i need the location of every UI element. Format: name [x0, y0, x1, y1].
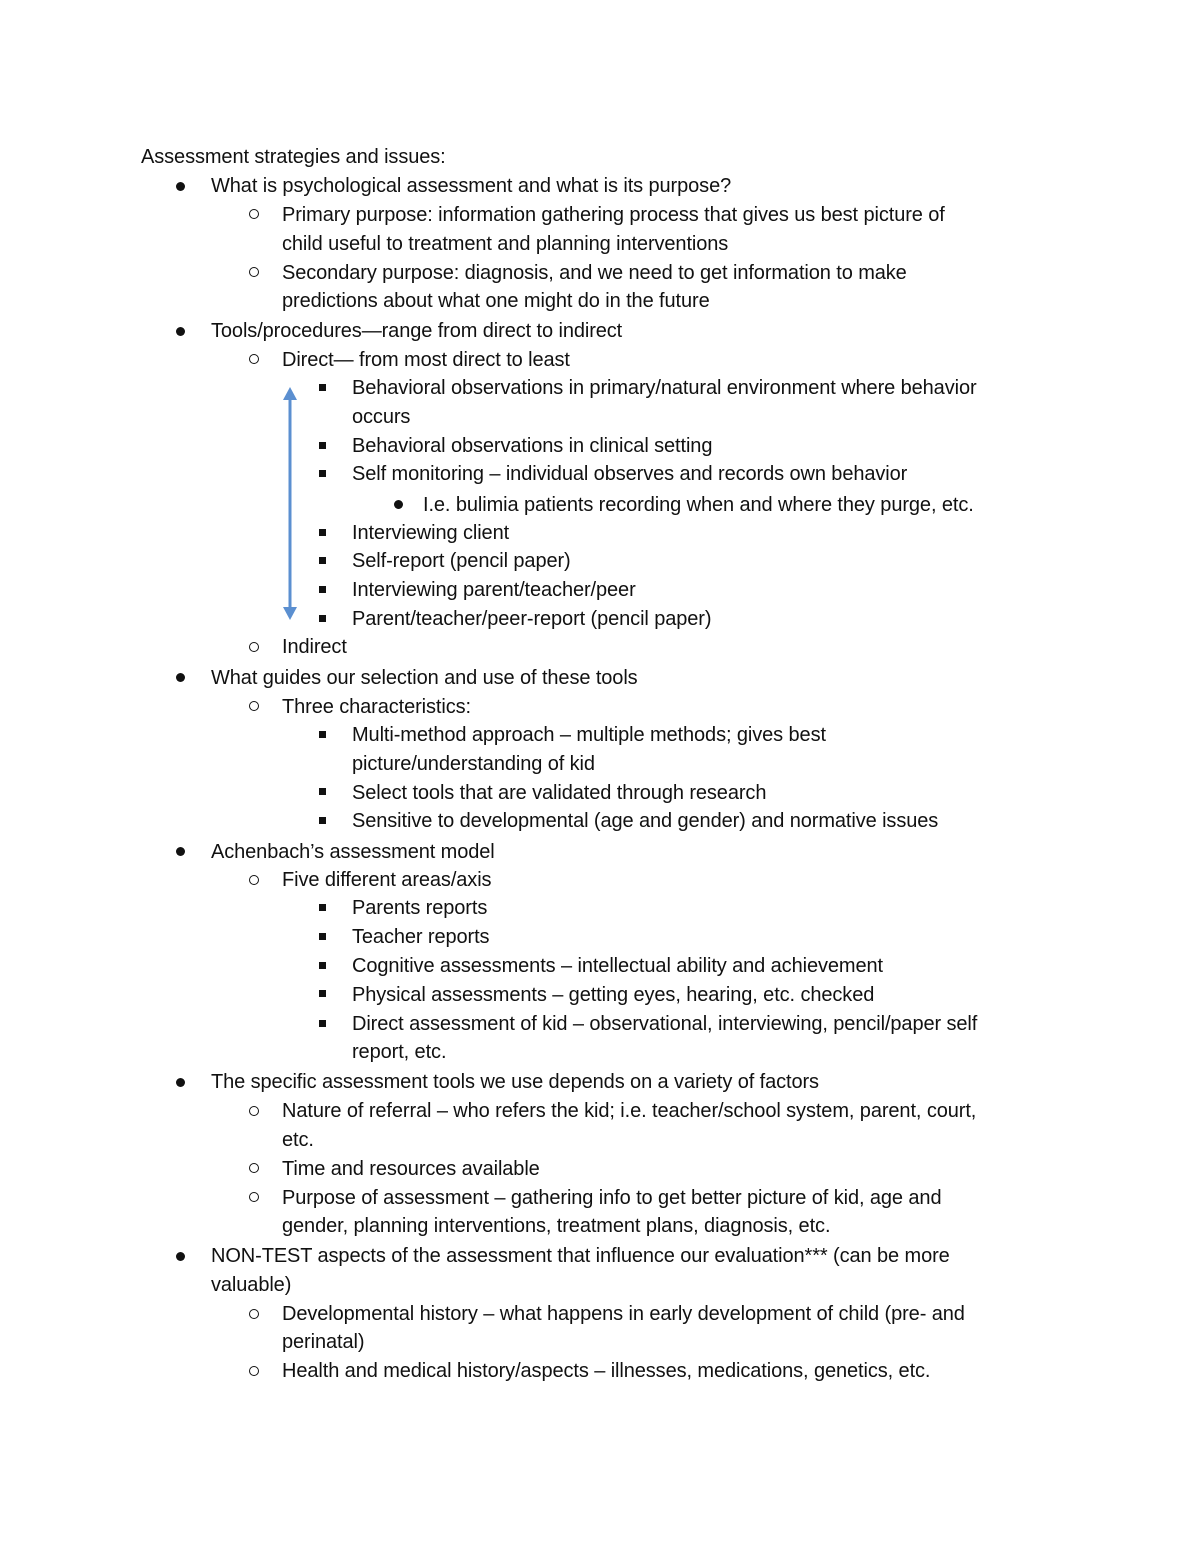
bullet-circle-icon: [249, 1309, 259, 1319]
characteristic-2: Select tools that are validated through research: [352, 782, 767, 804]
bullet-square-icon: [319, 470, 326, 477]
bullet-circle-icon: [249, 1192, 259, 1202]
bullet-square-icon: [319, 933, 326, 940]
bullet-circle-icon: [249, 875, 259, 885]
bullet-non-test-line1: NON-TEST aspects of the assessment that influence our evaluation*** (can be more: [211, 1245, 950, 1267]
primary-purpose-line2: child useful to treatment and planning interventions: [282, 233, 729, 255]
non-test-1-line2: perinatal): [282, 1331, 365, 1353]
non-test-2: Health and medical history/aspects – illnesses, medications, genetics, etc.: [282, 1360, 931, 1382]
factor-3-line1: Purpose of assessment – gathering info to get better picture of kid, age and: [282, 1187, 942, 1209]
secondary-purpose-line1: Secondary purpose: diagnosis, and we need to get information to make: [282, 262, 907, 284]
bullet-factors: The specific assessment tools we use depends on a variety of factors: [211, 1071, 819, 1093]
factor-2: Time and resources available: [282, 1158, 540, 1180]
bullet-disc-icon: [176, 1252, 185, 1261]
direct-item-3: Self monitoring – individual observes and records own behavior: [352, 463, 908, 485]
non-test-1-line1: Developmental history – what happens in early development of child (pre- and: [282, 1303, 965, 1325]
bullet-disc-icon: [176, 1078, 185, 1087]
area-3: Cognitive assessments – intellectual ability and achievement: [352, 955, 883, 977]
area-1: Parents reports: [352, 897, 488, 919]
three-characteristics: Three characteristics:: [282, 696, 471, 718]
direct-heading: Direct— from most direct to least: [282, 349, 570, 371]
bullet-square-icon: [319, 731, 326, 738]
bullet-selection: What guides our selection and use of these tools: [211, 667, 638, 689]
area-4: Physical assessments – getting eyes, hearing, etc. checked: [352, 984, 875, 1006]
bullet-square-icon: [319, 817, 326, 824]
bullet-square-icon: [319, 615, 326, 622]
bullet-disc-icon: [176, 847, 185, 856]
direct-item-1-line2: occurs: [352, 406, 411, 428]
area-2: Teacher reports: [352, 926, 490, 948]
bullet-circle-icon: [249, 1163, 259, 1173]
area-5-line2: report, etc.: [352, 1041, 447, 1063]
area-5-line1: Direct assessment of kid – observational, interviewing, pencil/paper self: [352, 1013, 978, 1035]
direct-item-3-example: I.e. bulimia patients recording when and where they purge, etc.: [423, 494, 974, 516]
indirect-heading: Indirect: [282, 636, 347, 658]
characteristic-1-line1: Multi-method approach – multiple methods; gives best: [352, 724, 826, 746]
bullet-square-icon: [319, 990, 326, 997]
bullet-square-icon: [319, 904, 326, 911]
bullet-circle-icon: [249, 642, 259, 652]
direct-item-4: Interviewing client: [352, 522, 510, 544]
bullet-square-icon: [319, 962, 326, 969]
secondary-purpose-line2: predictions about what one might do in the future: [282, 290, 710, 312]
factor-1-line2: etc.: [282, 1129, 314, 1151]
direct-item-2: Behavioral observations in clinical setting: [352, 435, 713, 457]
direct-item-7: Parent/teacher/peer-report (pencil paper): [352, 608, 712, 630]
direct-item-5: Self-report (pencil paper): [352, 550, 571, 572]
bullet-circle-icon: [249, 1366, 259, 1376]
bullet-square-icon: [319, 1020, 326, 1027]
bullet-square-icon: [319, 529, 326, 536]
bullet-achenbach: Achenbach’s assessment model: [211, 841, 495, 863]
direct-item-6: Interviewing parent/teacher/peer: [352, 579, 636, 601]
bullet-tools: Tools/procedures—range from direct to indirect: [211, 320, 623, 342]
bullet-non-test-line2: valuable): [211, 1274, 292, 1296]
five-areas: Five different areas/axis: [282, 869, 492, 891]
factor-1-line1: Nature of referral – who refers the kid; i.e. teacher/school system, parent, court,: [282, 1100, 977, 1122]
bullet-square-icon: [319, 442, 326, 449]
characteristic-1-line2: picture/understanding of kid: [352, 753, 595, 775]
bullet-disc-icon: [394, 500, 403, 509]
bullet-circle-icon: [249, 701, 259, 711]
bullet-square-icon: [319, 384, 326, 391]
bullet-circle-icon: [249, 1106, 259, 1116]
bullet-purpose: What is psychological assessment and what is its purpose?: [211, 175, 732, 197]
primary-purpose-line1: Primary purpose: information gathering process that gives us best picture of: [282, 204, 945, 226]
bullet-disc-icon: [176, 673, 185, 682]
page-heading: Assessment strategies and issues:: [141, 146, 446, 168]
direct-item-1-line1: Behavioral observations in primary/natural environment where behavior: [352, 377, 977, 399]
bullet-square-icon: [319, 788, 326, 795]
factor-3-line2: gender, planning interventions, treatment plans, diagnosis, etc.: [282, 1215, 831, 1237]
bullet-square-icon: [319, 557, 326, 564]
characteristic-3: Sensitive to developmental (age and gender) and normative issues: [352, 810, 939, 832]
bullet-square-icon: [319, 586, 326, 593]
